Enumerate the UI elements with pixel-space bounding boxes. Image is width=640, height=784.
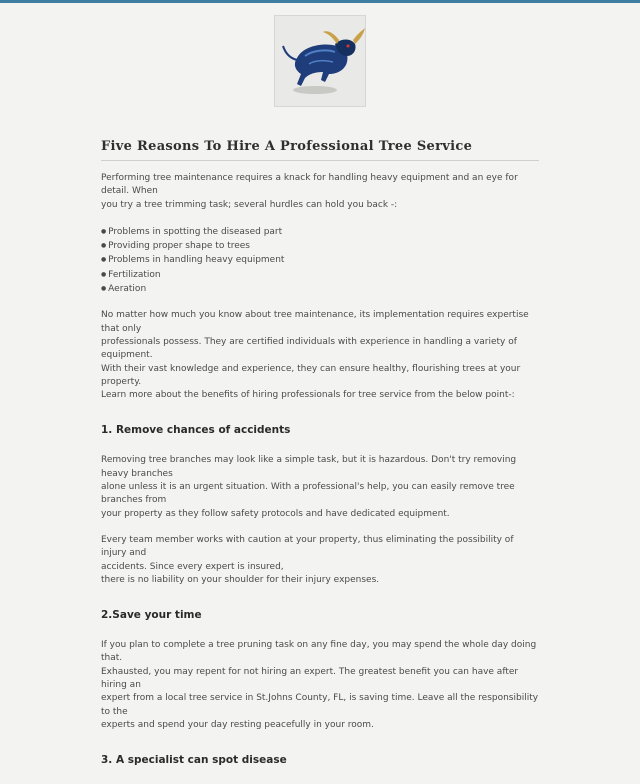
list-item: ● Aeration [101,282,539,296]
save-time-paragraph: If you plan to complete a tree pruning task on any fine day, you may spend the whole day doing that. Exhausted, you may repent for not hiring an expert. The greatest benefit you can have after hiring an expert from a local tree service in St.Johns County, FL, is saving time. Leave all the responsibility to the experts and spend your day resting peacefully in your room. [101,640,539,730]
list-item: ● Problems in handling heavy equipment [101,253,539,267]
hurdles-list [101,225,539,296]
list-item: ● Problems in spotting the diseased part [101,225,539,239]
accidents-paragraph-2: Every team member works with caution at your property, thus eliminating the possibility of injury and accidents. Since every expert is insured, there is no liability on your shoulder for their injury expenses. [101,534,514,585]
post-content [101,139,539,784]
post-title: Five Reasons To Hire A Professional Tree Service [101,139,539,161]
bull-logo-icon [275,16,365,106]
section-heading-accidents: 1. Remove chances of accidents [101,424,291,437]
intro-paragraph: Performing tree maintenance requires a knack for handling heavy equipment and an eye for detail. When you try a tree trimming task; several hurdles can hold you back -: [101,173,518,210]
section-heading-disease: 3. A specialist can spot disease [101,754,287,767]
summary-paragraph: No matter how much you know about tree maintenance, its implementation requires expertise that only professionals possess. They are certified individuals with experience in handling a variety of equipment. With their vast knowledge and experience, they can ensure healthy, flourishing trees at your property. Learn more about the benefits of hiring professionals for tree service from the below point-: [101,310,529,401]
section-heading-save-time: 2.Save your time [101,609,202,622]
site-logo[interactable] [274,15,366,107]
list-item: ● Fertilization [101,268,539,282]
list-item: ● Providing proper shape to trees [101,239,539,253]
accidents-paragraph-1: Removing tree branches may look like a simple task, but it is hazardous. Don't try removing heavy branches alone unless it is an urgent situation. With a professional's help, you can easily remove tree branches from your property as they follow safety protocols and have dedicated equipment. [101,455,517,519]
top-accent-bar [0,0,640,3]
